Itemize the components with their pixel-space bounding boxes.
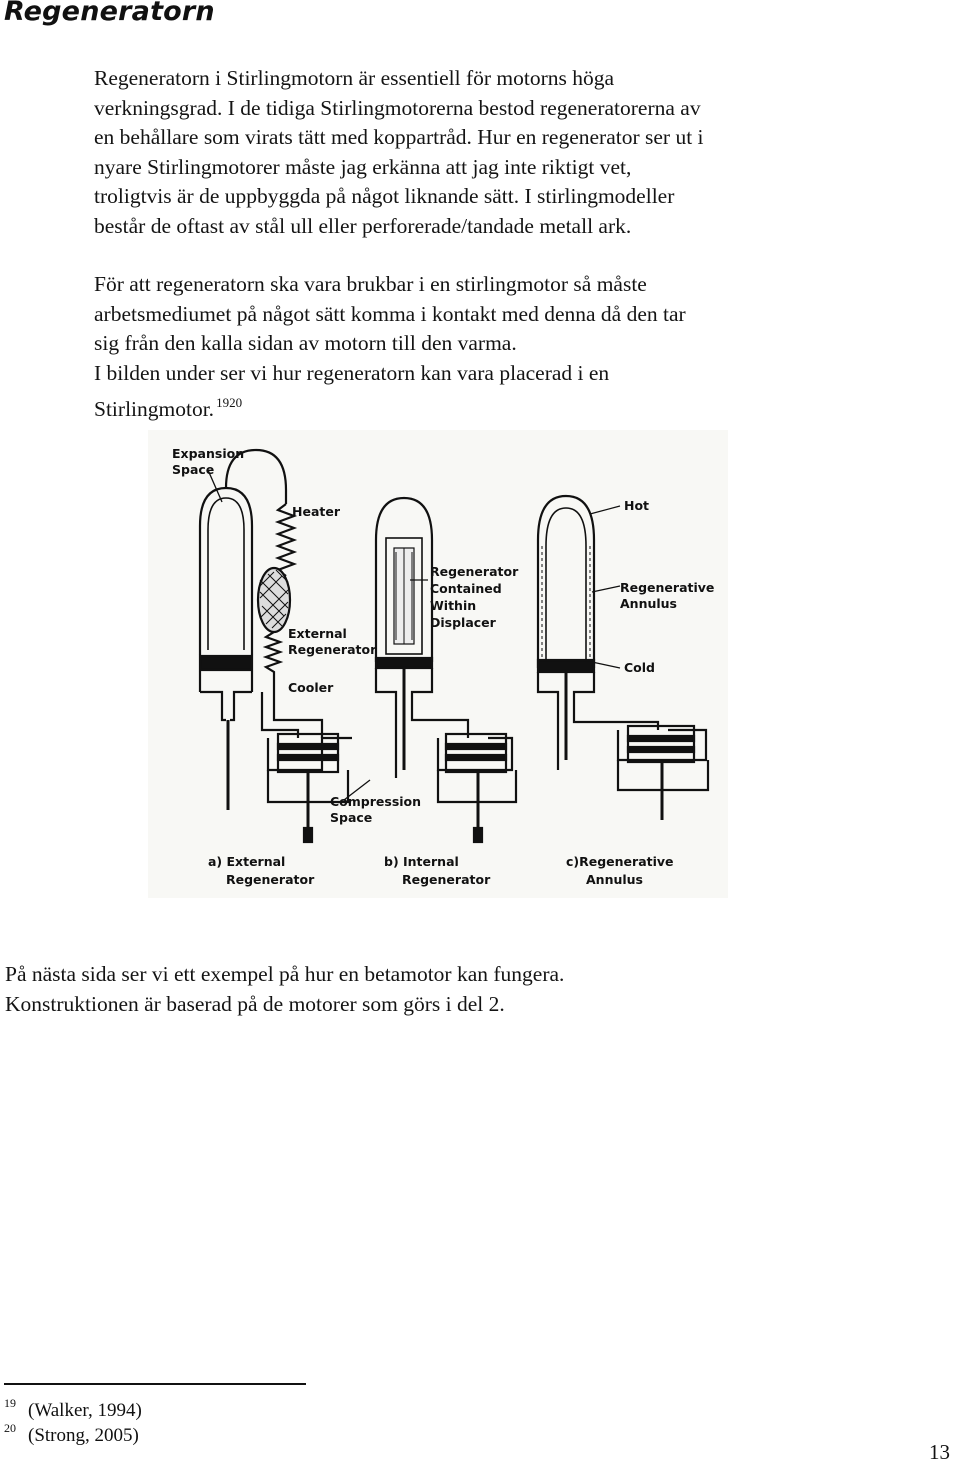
- text-line: en behållare som virats tätt med koppartråd. Hur en regenerator ser ut i: [94, 125, 704, 150]
- page-number: 13: [929, 1440, 950, 1464]
- caption-c-line1: c)Regenerative: [566, 854, 674, 869]
- text-line: sig från den kalla sidan av motorn till den varma.: [94, 331, 517, 356]
- label-heater: Heater: [292, 504, 340, 519]
- text-line: På nästa sida ser vi ett exempel på hur en betamotor kan fungera.: [5, 962, 565, 986]
- footnote-20: [4, 1421, 139, 1447]
- label-expansion-space: Expansion: [172, 446, 245, 461]
- text-line: Konstruktionen är baserad på de motorer som görs i del 2.: [5, 991, 505, 1016]
- text-line: troligtvis är de uppbyggda på något liknande sätt. I stirlingmodeller: [94, 184, 675, 209]
- footnote-divider: [4, 1383, 306, 1385]
- footnote-number: 19: [4, 1396, 16, 1410]
- footnote-19: [4, 1396, 142, 1422]
- caption-b-line2: Regenerator: [402, 872, 491, 887]
- caption-b-line1: b) Internal: [384, 854, 459, 869]
- label-external-regenerator: External: [288, 626, 347, 641]
- footnote-text: (Walker, 1994): [28, 1400, 142, 1421]
- label-regenerator-contained-4: Displacer: [430, 615, 496, 630]
- text-line: verkningsgrad. I de tidiga Stirlingmotorerna bestod regeneratorerna av: [94, 95, 701, 120]
- label-expansion-space-2: Space: [172, 462, 215, 477]
- paragraph-2: [94, 270, 934, 425]
- text-line: nyare Stirlingmotorer måste jag erkänna att jag inte riktigt vet,: [94, 154, 632, 179]
- label-regenerative-annulus: Regenerative: [620, 580, 715, 595]
- label-cold: Cold: [624, 660, 655, 675]
- stirling-regenerator-figure: [148, 430, 728, 898]
- caption-c-line2: Annulus: [586, 872, 643, 887]
- text-line: arbetsmediumet på något sätt komma i kontakt med denna då den tar: [94, 301, 686, 326]
- label-regenerator-contained: Regenerator: [430, 564, 519, 579]
- text-line: Regeneratorn i Stirlingmotorn är essentiell för motorns höga: [94, 66, 615, 90]
- text-line: I bilden under ser vi hur regeneratorn kan vara placerad i en: [94, 360, 610, 385]
- paragraph-1: [94, 64, 934, 242]
- label-cooler: Cooler: [288, 680, 334, 695]
- text-line: [94, 388, 934, 425]
- footnote-ref: 1920: [216, 395, 243, 411]
- text-line: består de oftast av stål ull eller perforerade/tandade metall ark.: [94, 213, 632, 238]
- text-line-end: Stirlingmotor.: [94, 397, 215, 422]
- label-compression-space: Compression: [330, 794, 422, 809]
- label-external-regenerator-2: Regenerator: [288, 642, 377, 657]
- section-heading: Regeneratorn: [4, 0, 215, 27]
- caption-a-line1: a) External: [208, 854, 286, 869]
- footnote-text: (Strong, 2005): [28, 1425, 139, 1446]
- text-line: För att regeneratorn ska vara brukbar i en stirlingmotor så måste: [94, 272, 647, 296]
- paragraph-3: [5, 960, 905, 1019]
- label-regenerator-contained-2: Contained: [430, 581, 502, 596]
- label-regenerative-annulus-2: Annulus: [620, 596, 677, 611]
- caption-a-line2: Regenerator: [226, 872, 315, 887]
- label-hot: Hot: [624, 498, 650, 513]
- label-compression-space-2: Space: [330, 810, 373, 825]
- label-regenerator-contained-3: Within: [430, 598, 477, 613]
- footnote-number: 20: [4, 1421, 16, 1435]
